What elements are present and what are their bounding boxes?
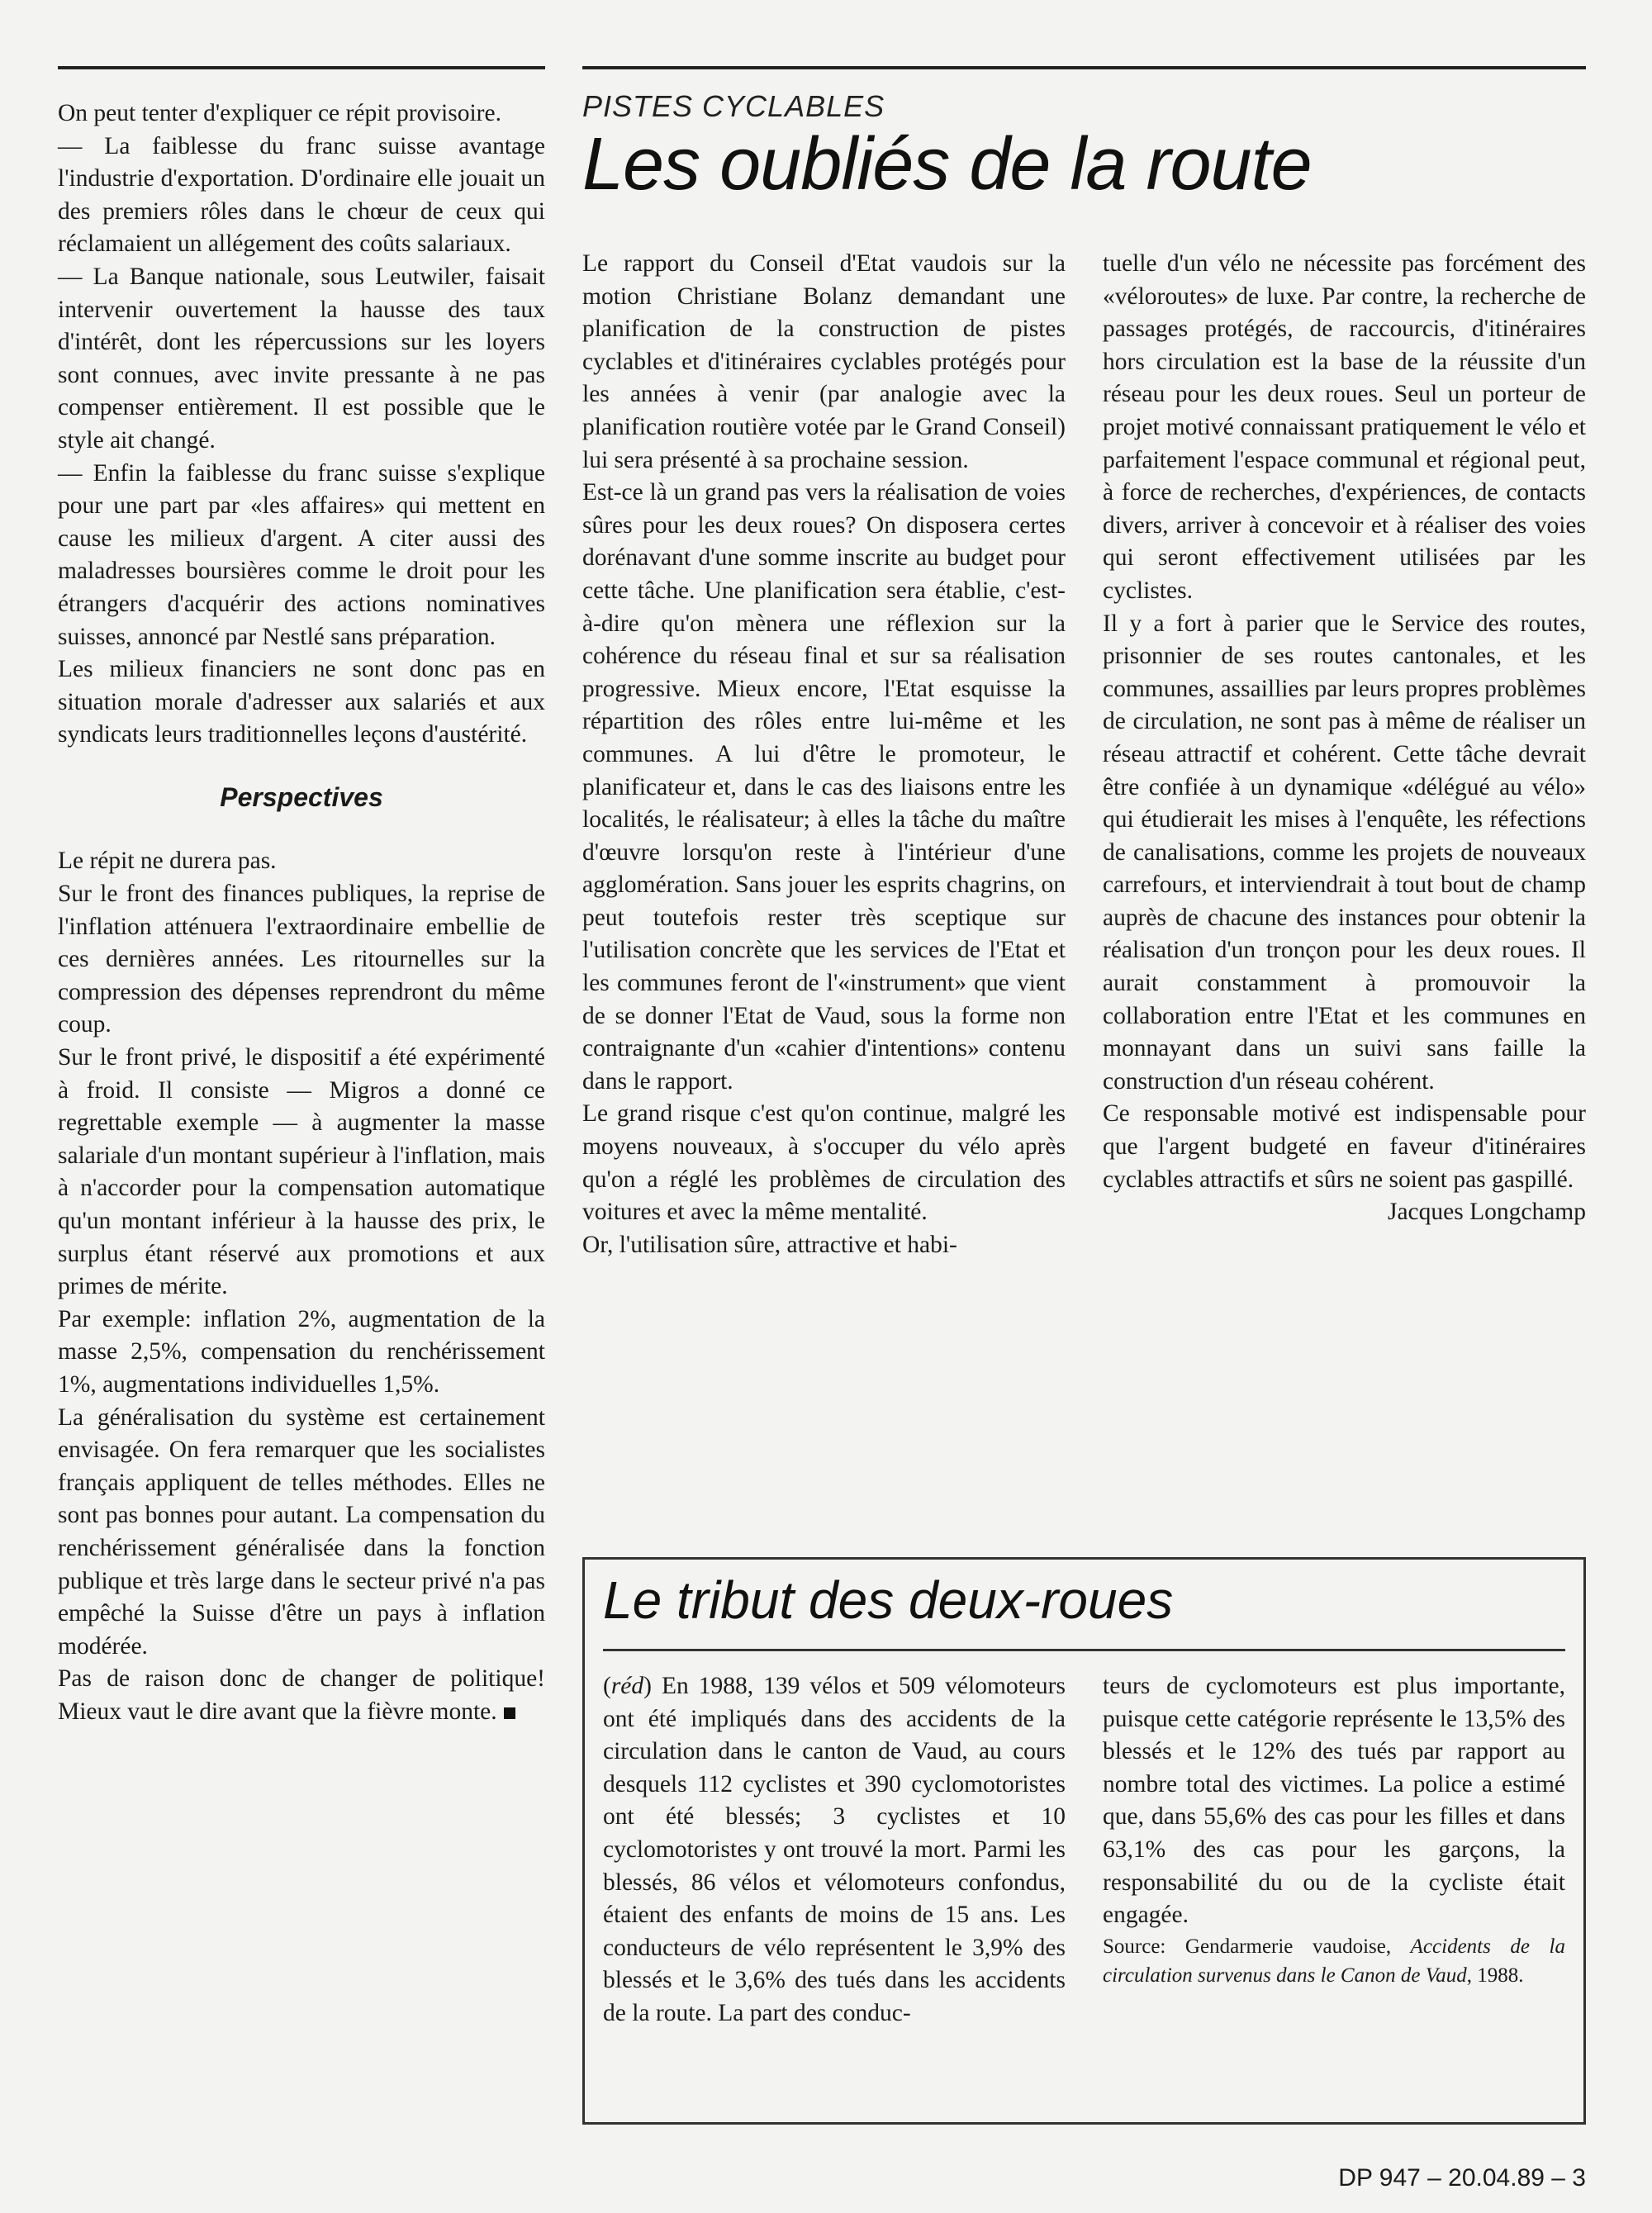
- source-title: Accidents de la circulation survenus dans le Canon de Vaud: [1103, 1935, 1565, 1987]
- source-note: [1103, 1932, 1565, 1990]
- left-column-top-text: [58, 97, 545, 752]
- red-tag: réd: [610, 1673, 644, 1699]
- article-column-2: [1103, 248, 1586, 1229]
- paragraph: Est-ce là un grand pas vers la réalisation de voies sûres pour les deux roues? On disposera certes dorénavant d'une somme inscrite au budget pour cette tâche. Une planification sera établie, c'est-à-dire qu'on mènera une réflexion sur la cohérence du réseau final et sur sa réalisation progressive. Mieux encore, l'Etat esquisse la répartition des rôles entre lui-même et les communes. A lui d'être le promoteur, le planificateur et, dans le cas des liaisons entre les localités, le réalisateur; à elles la tâche du maître d'œuvre lorsqu'on reste à l'intérieur d'une agglomération. Sans jouer les esprits chagrins, on peut toutefois rester très sceptique sur l'utilisation concrète que les services de l'Etat et les communes feront de l'«instrument» que vient de se donner l'Etat de Vaud, sous la forme non contraignante d'un «cahier d'intentions» contenu dans le rapport.: [582, 479, 1066, 1095]
- paragraph: Le rapport du Conseil d'Etat vaudois sur la motion Christiane Bolanz demandant une planification de la construction de pistes cyclables et d'itinéraires cyclables protégés pour les années à venir (par analogie avec la planification routière votée par le Grand Conseil) lui sera présenté à sa prochaine session.: [582, 250, 1066, 473]
- sidebar-box-column-2: [1103, 1670, 1565, 1990]
- article-column-1: [582, 248, 1066, 1261]
- paragraph: Il y a fort à parier que le Service des routes, prisonnier de ses routes cantonales, et les communes, assaillies par leurs propres problèmes de circulation, ne sont pas à même de réaliser un réseau attractif et cohérent. Cette tâche devrait être confiée à un dynamique «délégué au vélo» qui étudierait les mises à l'enquête, les réfections de canalisations, comme les projets de nouveaux carrefours, et interviendrait à tout bout de champ auprès de chacune des instances pour obtenir la réalisation d'un tronçon pour les deux roues. Il aurait constamment à promouvoir la collaboration entre l'Etat et les communes en monnayant dans un suivi sans faille la construction d'un réseau cohérent.: [1103, 610, 1586, 1095]
- author-signature: Jacques Longchamp: [1387, 1199, 1586, 1226]
- paragraph: — Enfin la faiblesse du franc suisse s'explique pour une part par «les affaires» qui mettent en cause les milieux d'argent. A citer aussi des maladresses boursières comme le droit pour les étrangers d'acquérir des actions nominatives suisses, annoncé par Nestlé sans préparation.: [58, 459, 545, 650]
- sidebar-text-1: En 1988, 139 vélos et 509 vélomoteurs ont été impliqués dans des accidents de la circulation dans le canton de Vaud, au cours desquels 112 cyclistes et 390 cyclomotoristes ont été blessés; 3 cyclistes et 10 cyclomotoristes y ont trouvé la mort. Parmi les blessés, 86 vélos et vélomoteurs confondus, étaient des enfants de moins de 15 ans. Les conducteurs de vélo représentent le 3,9% des blessés et le 3,6% des tués dans les accidents de la route. La part des conduc-: [603, 1673, 1066, 2026]
- sidebar-box-title: Le tribut des deux-roues: [603, 1570, 1174, 1630]
- article-kicker: PISTES CYCLABLES: [582, 89, 885, 123]
- sidebar-box-column-1: [603, 1670, 1066, 2030]
- paragraph: teurs de cyclomoteurs est plus importante, puisque cette catégorie représente le 13,5% des blessés et le 12% des tués par rapport au nombre total des victimes. La police a estimé que, dans 55,6% des cas pour les filles et dans 63,1% des cas pour les garçons, la responsabilité du ou de la cycliste était engagée.: [1103, 1673, 1565, 1929]
- source-label: Source: Gendarmerie vaudoise,: [1103, 1935, 1392, 1958]
- paragraph: Par exemple: inflation 2%, augmentation de la masse 2,5%, compensation du renchérissement 1%, augmentations individuelles 1,5%.: [58, 1305, 545, 1398]
- article-top-rule: [582, 66, 1586, 69]
- paragraph: (réd) En 1988, 139 vélos et 509 vélomoteurs ont été impliqués dans des accidents de la circulation dans le canton de Vaud, au cours desquels 112 cyclistes et 390 cyclomotoristes ont été blessés; 3 cyclistes et 10 cyclomotoristes y ont trouvé la mort. Parmi les blessés, 86 vélos et vélomoteurs confondus, étaient des enfants de moins de 15 ans. Les conducteurs de vélo représentent le 3,9% des blessés et le 3,6% des tués dans les accidents de la route. La part des conduc-: [603, 1673, 1066, 2026]
- source-year: , 1988.: [1466, 1964, 1524, 1987]
- page-footer: DP 947 – 20.04.89 – 3: [1338, 2164, 1586, 2192]
- paragraph: — La Banque nationale, sous Leutwiler, faisait intervenir ouvertement la hausse des taux d'intérêt, dont les répercussions sur les loyers sont connues, avec invite pressante à ne pas compenser entièrement. Il est possible que le style ait changé.: [58, 263, 545, 454]
- left-column-bottom-text: [58, 845, 545, 1728]
- paragraph: Ce responsable motivé est indispensable pour que l'argent budgeté en faveur d'itinéraires cyclables attractifs et sûrs ne soient pas gaspillé.: [1103, 1100, 1586, 1193]
- paragraph: Les milieux financiers ne sont donc pas en situation morale d'adresser aux salariés et aux syndicats leurs traditionnelles leçons d'austérité.: [58, 656, 545, 748]
- paragraph: La généralisation du système est certainement envisagée. On fera remarquer que les socialistes français appliquent de telles méthodes. Elles ne sont pas bonnes pour autant. La compensation du renchérissement généralisée dans la fonction publique et très large dans le secteur privé n'a pas empêché la Suisse d'être un pays à inflation modérée.: [58, 1403, 545, 1660]
- paragraph: — La faiblesse du franc suisse avantage l'industrie d'exportation. D'ordinaire elle jouait un des premiers rôles dans le chœur de ceux qui réclamaient un allégement des coûts salariaux.: [58, 132, 545, 258]
- end-of-article-square-icon: [504, 1707, 515, 1719]
- paragraph: Le répit ne durera pas.: [58, 848, 277, 875]
- paragraph: Le grand risque c'est qu'on continue, malgré les moyens nouveaux, à s'occuper du vélo après qu'on a réglé les problèmes de circulation des voitures et avec la même mentalité.: [582, 1100, 1066, 1226]
- paragraph: Sur le front privé, le dispositif a été expérimenté à froid. Il consiste — Migros a donné ce regrettable exemple — à augmenter la masse salariale d'un montant supérieur à l'inflation, mais à n'accorder pour la compensation automatique qu'un montant inférieur à la hausse des prix, le surplus étant réservé aux promotions et aux primes de mérite.: [58, 1044, 545, 1300]
- paragraph: On peut tenter d'expliquer ce répit provisoire.: [58, 100, 501, 126]
- paragraph: Sur le front des finances publiques, la reprise de l'inflation atténuera l'extraordinaire embellie de ces dernières années. Les ritournelles sur la compression des dépenses reprendront du même coup.: [58, 881, 545, 1038]
- last-paragraph-text: Pas de raison donc de changer de politique! Mieux vaut le dire avant que la fièvre monte.: [58, 1665, 545, 1725]
- section-subhead: Perspectives: [220, 781, 383, 812]
- sidebar-box-rule: [603, 1649, 1565, 1651]
- paragraph: Or, l'utilisation sûre, attractive et habi-: [582, 1231, 957, 1258]
- paragraph: tuelle d'un vélo ne nécessite pas forcément des «véloroutes» de luxe. Par contre, la recherche de passages protégés, de raccourcis, d'itinéraires hors circulation est la base de la réussite d'un réseau pour les deux roues. Seul un porteur de projet motivé connaissant pratiquement le vélo et parfaitement l'espace communal et régional peut, à force de recherches, d'expériences, de contacts divers, arriver à concevoir et à réaliser des voies qui seront effectivement utilisées par les cyclistes.: [1103, 250, 1586, 604]
- paragraph: [58, 1663, 545, 1728]
- article-headline: Les oubliés de la route: [582, 123, 1312, 206]
- left-column: [58, 97, 545, 1729]
- left-column-top-rule: [58, 66, 545, 69]
